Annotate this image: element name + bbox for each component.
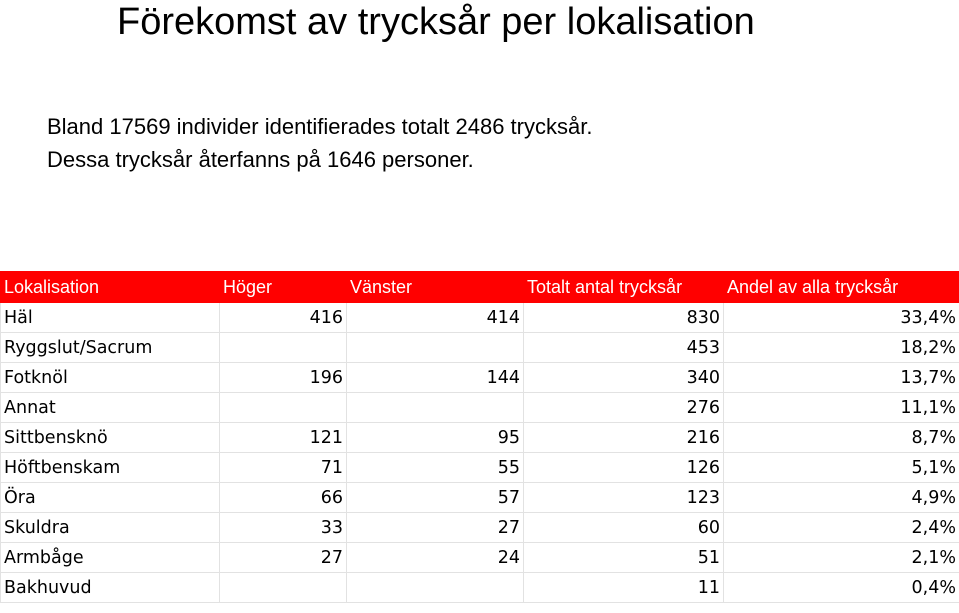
cell-andel: 11,1% bbox=[724, 393, 959, 423]
cell-vanster: 57 bbox=[347, 483, 524, 513]
cell-hoger: 196 bbox=[220, 363, 347, 393]
cell-lokalisation: Ryggslut/Sacrum bbox=[1, 333, 220, 363]
cell-andel: 5,1% bbox=[724, 453, 959, 483]
cell-lokalisation: Annat bbox=[1, 393, 220, 423]
table-row bbox=[1, 513, 959, 543]
cell-totalt: 11 bbox=[524, 573, 724, 603]
slide-title: Förekomst av trycksår per lokalisation bbox=[117, 1, 755, 43]
cell-hoger: 66 bbox=[220, 483, 347, 513]
cell-andel: 33,4% bbox=[724, 303, 959, 333]
cell-vanster bbox=[347, 573, 524, 603]
table-body bbox=[1, 303, 959, 603]
cell-vanster bbox=[347, 393, 524, 423]
table-row bbox=[1, 423, 959, 453]
cell-hoger: 121 bbox=[220, 423, 347, 453]
cell-hoger: 27 bbox=[220, 543, 347, 573]
cell-vanster: 24 bbox=[347, 543, 524, 573]
intro-line-2: Dessa trycksår återfanns på 1646 personer. bbox=[47, 147, 474, 172]
cell-lokalisation: Häl bbox=[1, 303, 220, 333]
cell-vanster: 55 bbox=[347, 453, 524, 483]
cell-hoger bbox=[220, 393, 347, 423]
cell-totalt: 60 bbox=[524, 513, 724, 543]
cell-lokalisation: Höftbenskam bbox=[1, 453, 220, 483]
column-header-vanster: Vänster bbox=[347, 272, 524, 303]
cell-lokalisation: Fotknöl bbox=[1, 363, 220, 393]
column-header-andel: Andel av alla trycksår bbox=[724, 272, 959, 303]
cell-hoger bbox=[220, 573, 347, 603]
cell-totalt: 216 bbox=[524, 423, 724, 453]
cell-lokalisation: Bakhuvud bbox=[1, 573, 220, 603]
table-row bbox=[1, 483, 959, 513]
cell-vanster bbox=[347, 333, 524, 363]
intro-text bbox=[47, 110, 592, 176]
cell-andel: 2,1% bbox=[724, 543, 959, 573]
cell-lokalisation: Skuldra bbox=[1, 513, 220, 543]
table-row bbox=[1, 453, 959, 483]
cell-andel: 13,7% bbox=[724, 363, 959, 393]
table-row bbox=[1, 573, 959, 603]
cell-vanster: 414 bbox=[347, 303, 524, 333]
cell-andel: 0,4% bbox=[724, 573, 959, 603]
column-header-hoger: Höger bbox=[220, 272, 347, 303]
cell-totalt: 340 bbox=[524, 363, 724, 393]
cell-totalt: 830 bbox=[524, 303, 724, 333]
cell-andel: 8,7% bbox=[724, 423, 959, 453]
table-row bbox=[1, 543, 959, 573]
intro-line-1: Bland 17569 individer identifierades totalt 2486 trycksår. bbox=[47, 114, 593, 139]
cell-hoger: 71 bbox=[220, 453, 347, 483]
cell-lokalisation: Sittbensknö bbox=[1, 423, 220, 453]
cell-vanster: 144 bbox=[347, 363, 524, 393]
column-header-lokalisation: Lokalisation bbox=[1, 272, 220, 303]
cell-andel: 4,9% bbox=[724, 483, 959, 513]
table-row bbox=[1, 393, 959, 423]
cell-lokalisation: Armbåge bbox=[1, 543, 220, 573]
cell-totalt: 123 bbox=[524, 483, 724, 513]
cell-lokalisation: Öra bbox=[1, 483, 220, 513]
cell-hoger bbox=[220, 333, 347, 363]
pressure-ulcer-table bbox=[0, 271, 959, 603]
cell-andel: 2,4% bbox=[724, 513, 959, 543]
cell-totalt: 126 bbox=[524, 453, 724, 483]
cell-totalt: 276 bbox=[524, 393, 724, 423]
cell-hoger: 416 bbox=[220, 303, 347, 333]
cell-andel: 18,2% bbox=[724, 333, 959, 363]
cell-totalt: 453 bbox=[524, 333, 724, 363]
cell-vanster: 27 bbox=[347, 513, 524, 543]
cell-hoger: 33 bbox=[220, 513, 347, 543]
cell-vanster: 95 bbox=[347, 423, 524, 453]
table-row bbox=[1, 333, 959, 363]
table-header-row bbox=[1, 272, 959, 303]
cell-totalt: 51 bbox=[524, 543, 724, 573]
column-header-totalt: Totalt antal trycksår bbox=[524, 272, 724, 303]
table-row bbox=[1, 303, 959, 333]
table-row bbox=[1, 363, 959, 393]
